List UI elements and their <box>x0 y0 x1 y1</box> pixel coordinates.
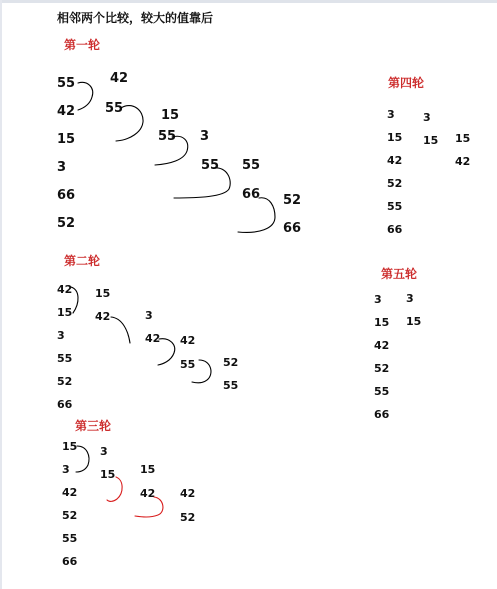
r5-initial-value: 52 <box>374 362 390 375</box>
r3-step-value: 52 <box>180 511 196 524</box>
r1-initial-value: 55 <box>57 76 76 91</box>
r4-step-value: 3 <box>423 111 431 124</box>
r1-swap-stroke <box>238 198 275 233</box>
r3-step-value: 15 <box>100 468 116 481</box>
r2-step-value: 42 <box>95 310 111 323</box>
r3-initial-value: 52 <box>62 509 78 522</box>
r2-swap-stroke <box>158 339 175 365</box>
r3-initial-value: 3 <box>62 463 70 476</box>
r3-step-value: 15 <box>140 463 156 476</box>
r2-step-value: 15 <box>95 287 111 300</box>
r1-step-value: 15 <box>161 108 180 123</box>
r2-swap-stroke <box>192 360 211 383</box>
r3-swap-stroke-red <box>135 497 163 517</box>
r3-swap-stroke-red <box>107 477 122 501</box>
r3-initial-value: 42 <box>62 486 78 499</box>
r3-initial-value: 66 <box>62 555 78 568</box>
r2-step-value: 3 <box>145 309 153 322</box>
r4-initial-value: 52 <box>387 177 403 190</box>
r2-initial-value: 15 <box>57 306 73 319</box>
r4-step-value: 15 <box>455 132 471 145</box>
r4-initial-value: 3 <box>387 108 395 121</box>
r4-initial-value: 66 <box>387 223 403 236</box>
r2-step-value: 55 <box>180 358 196 371</box>
round-3-label: 第三轮 <box>75 419 112 433</box>
r1-initial-value: 52 <box>57 216 76 231</box>
r1-swap-stroke <box>116 106 143 141</box>
r2-initial-value: 66 <box>57 398 73 411</box>
round-1-label: 第一轮 <box>64 38 101 52</box>
r1-step-value: 42 <box>110 71 129 86</box>
r1-step-value: 55 <box>201 158 220 173</box>
page-title: 相邻两个比较，较大的值靠后 <box>57 11 214 25</box>
r1-step-value: 55 <box>105 101 124 116</box>
r1-step-value: 55 <box>158 129 177 144</box>
r2-initial-value: 55 <box>57 352 73 365</box>
r1-step-value: 52 <box>283 193 302 208</box>
r3-swap-stroke <box>76 446 89 472</box>
r1-swap-stroke <box>155 136 188 165</box>
r1-step-value: 66 <box>242 187 261 202</box>
r1-initial-value: 15 <box>57 132 76 147</box>
r1-swap-stroke <box>174 168 230 198</box>
r1-step-value: 3 <box>200 129 210 144</box>
round-2-label: 第二轮 <box>64 254 101 268</box>
r1-step-value: 55 <box>242 158 261 173</box>
r1-step-value: 66 <box>283 221 302 236</box>
r3-initial-value: 15 <box>62 440 78 453</box>
r3-step-value: 42 <box>140 487 156 500</box>
r4-initial-value: 42 <box>387 154 403 167</box>
r2-step-value: 55 <box>223 379 239 392</box>
r2-swap-stroke <box>111 317 130 343</box>
r2-swap-stroke <box>71 287 78 313</box>
r1-initial-value: 3 <box>57 160 67 175</box>
r5-step-value: 3 <box>406 292 414 305</box>
r2-step-value: 42 <box>180 334 196 347</box>
r4-initial-value: 15 <box>387 131 403 144</box>
r2-initial-value: 52 <box>57 375 73 388</box>
r2-initial-value: 3 <box>57 329 65 342</box>
r2-step-value: 42 <box>145 332 161 345</box>
r3-step-value: 3 <box>100 445 108 458</box>
r5-step-value: 15 <box>406 315 422 328</box>
r3-step-value: 42 <box>180 487 196 500</box>
r5-initial-value: 15 <box>374 316 390 329</box>
r5-initial-value: 42 <box>374 339 390 352</box>
r1-initial-value: 66 <box>57 188 76 203</box>
round-5-label: 第五轮 <box>381 267 418 281</box>
r3-initial-value: 55 <box>62 532 78 545</box>
r4-step-value: 15 <box>423 134 439 147</box>
r2-step-value: 52 <box>223 356 239 369</box>
r1-initial-value: 42 <box>57 104 76 119</box>
r4-step-value: 42 <box>455 155 471 168</box>
r4-initial-value: 55 <box>387 200 403 213</box>
r5-initial-value: 66 <box>374 408 390 421</box>
r1-swap-stroke <box>78 82 93 110</box>
round-4-label: 第四轮 <box>388 76 425 90</box>
r2-initial-value: 42 <box>57 283 73 296</box>
r5-initial-value: 3 <box>374 293 382 306</box>
r5-initial-value: 55 <box>374 385 390 398</box>
